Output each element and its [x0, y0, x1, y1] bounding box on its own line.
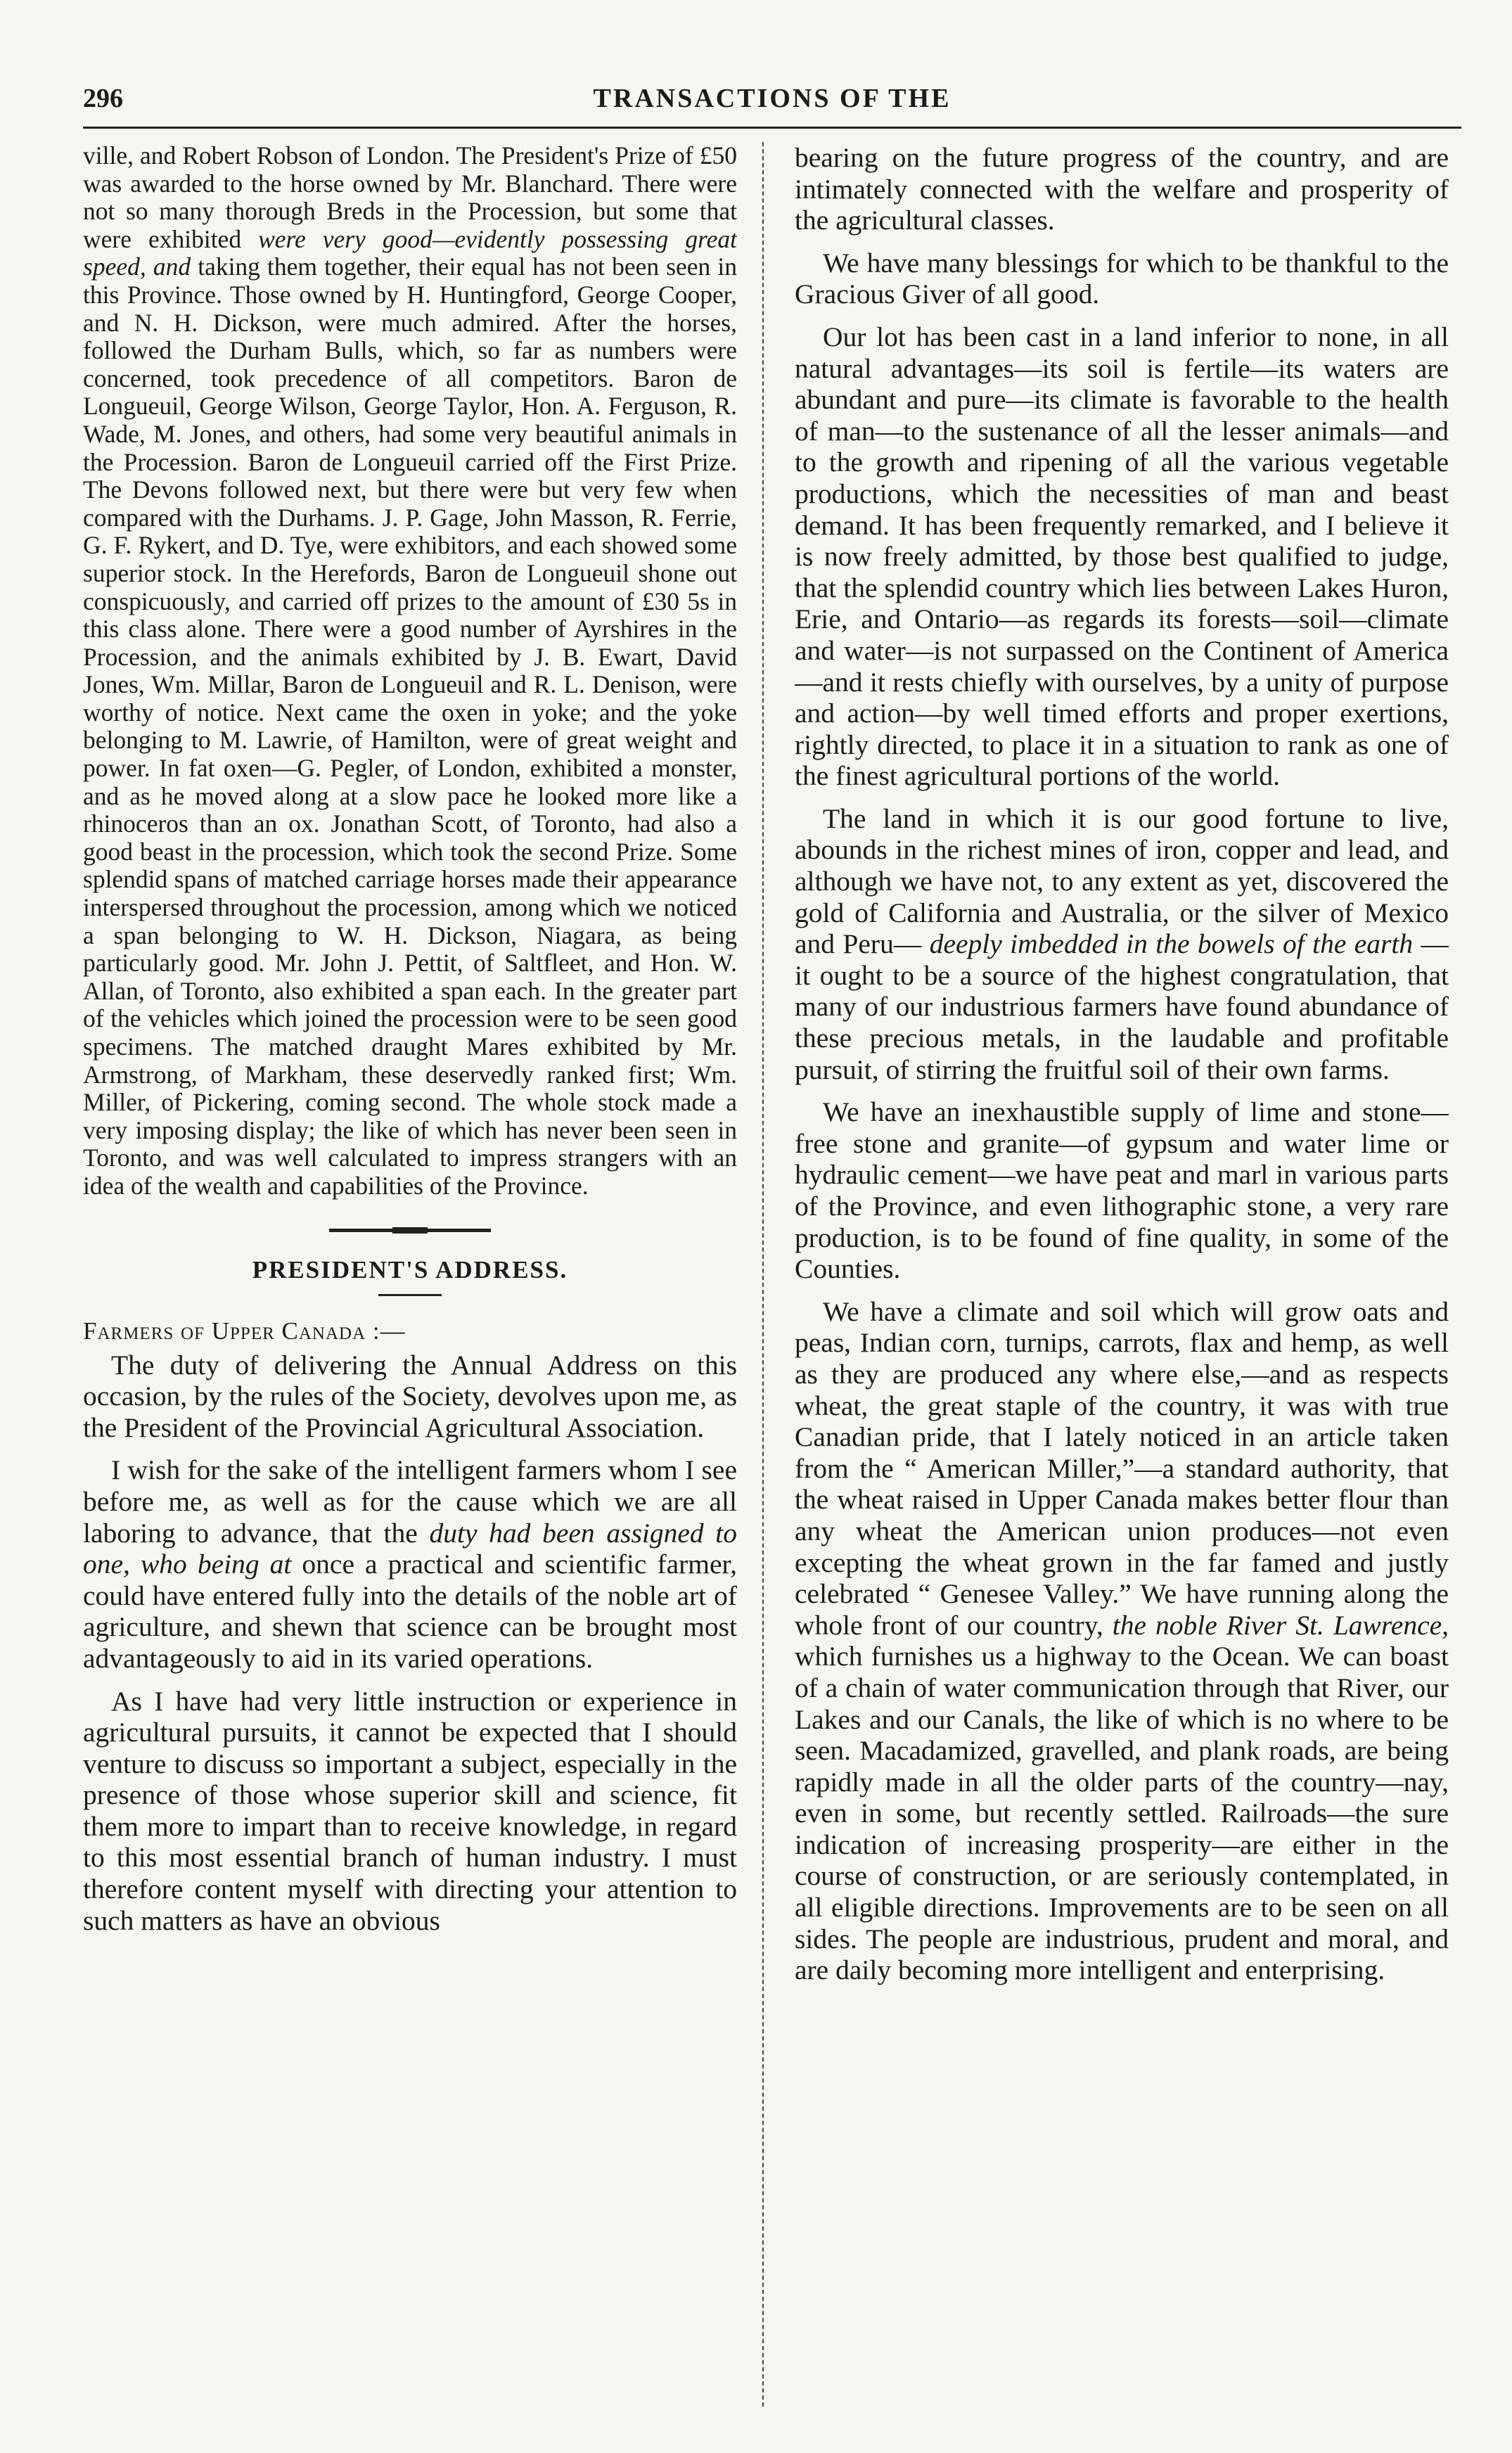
address-paragraph	[795, 803, 1449, 1085]
address-text-emphasis: the noble River St. Lawrence,	[1112, 1609, 1449, 1641]
column-divider	[762, 142, 764, 2407]
address-paragraph: Our lot has been cast in a land inferior to none, in all natural advantages—its soil is fertile—its waters are abundant and pure—its climate is favorable to the health of man—to the sustenance of all the lesser animals—and to the growth and ripening of all the various vegetable productions, which the necessities of man and beast demand. It has been frequently remarked, and I believe it is now freely admitted, by those best qualified to judge, that the splendid country which lies between Lakes Huron, Erie, and Ontario—as regards its forests—soil—climate and water—is not surpassed on the Continent of America—and it rests chiefly with ourselves, by a unity of purpose and action—by well timed efforts and proper exertions, rightly directed, to place it in a situation to rank as one of the finest agricultural portions of the world.	[795, 321, 1449, 792]
address-paragraph: We have an inexhaustible supply of lime and stone—free stone and granite—of gypsum and water lime or hydraulic cement—we have peat and marl in various parts of the Province, and even lithographic stone, a very rare production, is to be found of fine quality, in some of the Counties.	[795, 1096, 1449, 1285]
running-head: TRANSACTIONS OF THE	[593, 84, 952, 113]
report-paragraph	[83, 142, 737, 1200]
address-text: We have a climate and soil which will grow oats and peas, Indian corn, turnips, carrots, flax and hemp, as well as they are produced any where else,—and as respects wheat, the great staple of the country, it was with true Canadian pride, that I lately noticed in an article taken from the “ American Miller,”—a standard authority, that the wheat raised in Upper Canada makes better flour than any wheat the American union produces—not even excepting the wheat grown in the far famed and justly celebrated “ Genesee Valley.” We have running along the whole front of our country,	[795, 1295, 1449, 1641]
title-rule	[378, 1294, 442, 1296]
left-column	[83, 142, 737, 2421]
address-paragraph: The duty of delivering the Annual Address on this occasion, by the rules of the Society, devolves upon me, as the President of the Provincial Agricultural Association.	[83, 1349, 737, 1443]
report-text-start: ville, and Robert Robson of London. The President's Prize of £50 was awarded to the horse owned by Mr. Blanchard. There were not so many thorough Breds in the Procession, but some that were exhibited	[83, 142, 737, 253]
address-text: once a practical and scientific farmer, could have entered fully into the details of the noble art of agriculture, and shewn that science can be brought most advantageously to aid in its varied operations.	[83, 1549, 737, 1674]
address-text: which furnishes us a highway to the Ocean. We can boast of a chain of water communication through that River, our Lakes and our Canals, the like of which is no where to be seen. Macadamized, gravelled, and plank roads, are being rapidly made in all the older parts of the country—nay, even in some, but recently settled. Railroads—the sure indication of increasing prosperity—are either in the course of construction, or are seriously contemplated, in all eligible directions. Improvements are to be seen on all sides. The people are industrious, prudent and moral, and are daily becoming more intelligent and enterprising.	[795, 1641, 1449, 1986]
page-number: 296	[83, 84, 123, 113]
address-text: The land in which it is our good fortune to live, abounds in the richest mines of iron, copper and lead, and although we have not, to any extent as yet, discovered the gold of California and Australia, or the silver of Mexico and Peru—	[795, 802, 1449, 960]
address-paragraph: We have many blessings for which to be thankful to the Gracious Giver of all good.	[795, 247, 1449, 310]
section-title: PRESIDENT'S ADDRESS.	[252, 1255, 568, 1283]
address-text-emphasis: duty had been assigned to one, who being at	[83, 1517, 737, 1580]
address-text-emphasis: deeply imbedded in the bowels of the earth	[929, 928, 1414, 960]
report-text-end: taking them together, their equal has not been seen in this Province. Those owned by H. Huntingford, George Cooper, and N. H. Dickson, were much admired. After the horses, followed the Durham Bulls, which, so far as numbers were concerned, took precedence of all competitors. Baron de Longueuil, George Wilson, George Taylor, Hon. A. Ferguson, R. Wade, M. Jones, and others, had some very beautiful animals in the Procession. Baron de Longueuil carried off the First Prize. The Devons followed next, but there were but very few when compared with the Durhams. J. P. Gage, John Masson, R. Ferrie, G. F. Rykert, and D. Tye, were exhibitors, and each showed some superior stock. In the Herefords, Baron de Longueuil shone out conspicuously, and carried off prizes to the amount of £30 5s in this class alone. There were a good number of Ayrshires in the Procession, and the animals exhibited by J. B. Ewart, David Jones, Wm. Millar, Baron de Longueuil and R. L. Denison, were worthy of notice. Next came the oxen in yoke; and the yoke belonging to M. Lawrie, of Hamilton, were of great weight and power. In fat oxen—G. Pegler, of London, exhibited a monster, and as he moved along at a slow pace he looked more like a rhinoceros than an ox. Jonathan Scott, of Toronto, had also a good beast in the procession, which took the second Prize. Some splendid spans of matched carriage horses made their appearance interspersed throughout the procession, among which we noticed a span belonging to W. H. Dickson, Niagara, as being particularly good. Mr. John J. Pettit, of Saltfleet, and Hon. W. Allan, of Toronto, also exhibited a span each. In the greater part of the vehicles which joined the procession were to be seen good specimens. The matched draught Mares exhibited by Mr. Armstrong, of Markham, these deservedly ranked first; Wm. Miller, of Pickering, coming second. The whole stock made a very imposing display; the like of which has never been seen in Toronto, and was well calculated to impress strangers with an idea of the wealth and capabilities of the Province.	[83, 252, 737, 1200]
address-text: —it ought to be a source of the highest congratulation, that many of our industrious farmers have found abundance of these precious metals, in the laudable and profitable pursuit, of stirring the fruitful soil of their own farms.	[795, 928, 1449, 1085]
text-columns	[83, 142, 1461, 2421]
address-text: I wish for the sake of the intelligent farmers whom I see before me, as well as for the cause which we are all laboring to advance, that the	[83, 1454, 737, 1549]
address-paragraph: As I have had very little instruction or experience in agricultural pursuits, it cannot be expected that I should venture to discuss so important a subject, especially in the presence of those whose superior skill and science, fit them more to impart than to receive knowledge, in regard to this most essential branch of human industry. I must therefore content myself with directing your attention to such matters as have an obvious	[83, 1685, 737, 1936]
section-ornament	[329, 1229, 491, 1232]
right-column	[795, 142, 1449, 2421]
document-page	[83, 77, 1461, 2426]
page-header	[83, 77, 1461, 129]
report-text-emphasis: were very good—evidently possessing great speed, and	[83, 224, 737, 281]
address-paragraph: bearing on the future progress of the country, and are intimately connected with the welfare and prosperity of the agricultural classes.	[795, 142, 1449, 236]
salutation: Farmers of Upper Canada :—	[83, 1317, 406, 1345]
address-paragraph	[83, 1454, 737, 1674]
address-paragraph	[795, 1296, 1449, 1986]
